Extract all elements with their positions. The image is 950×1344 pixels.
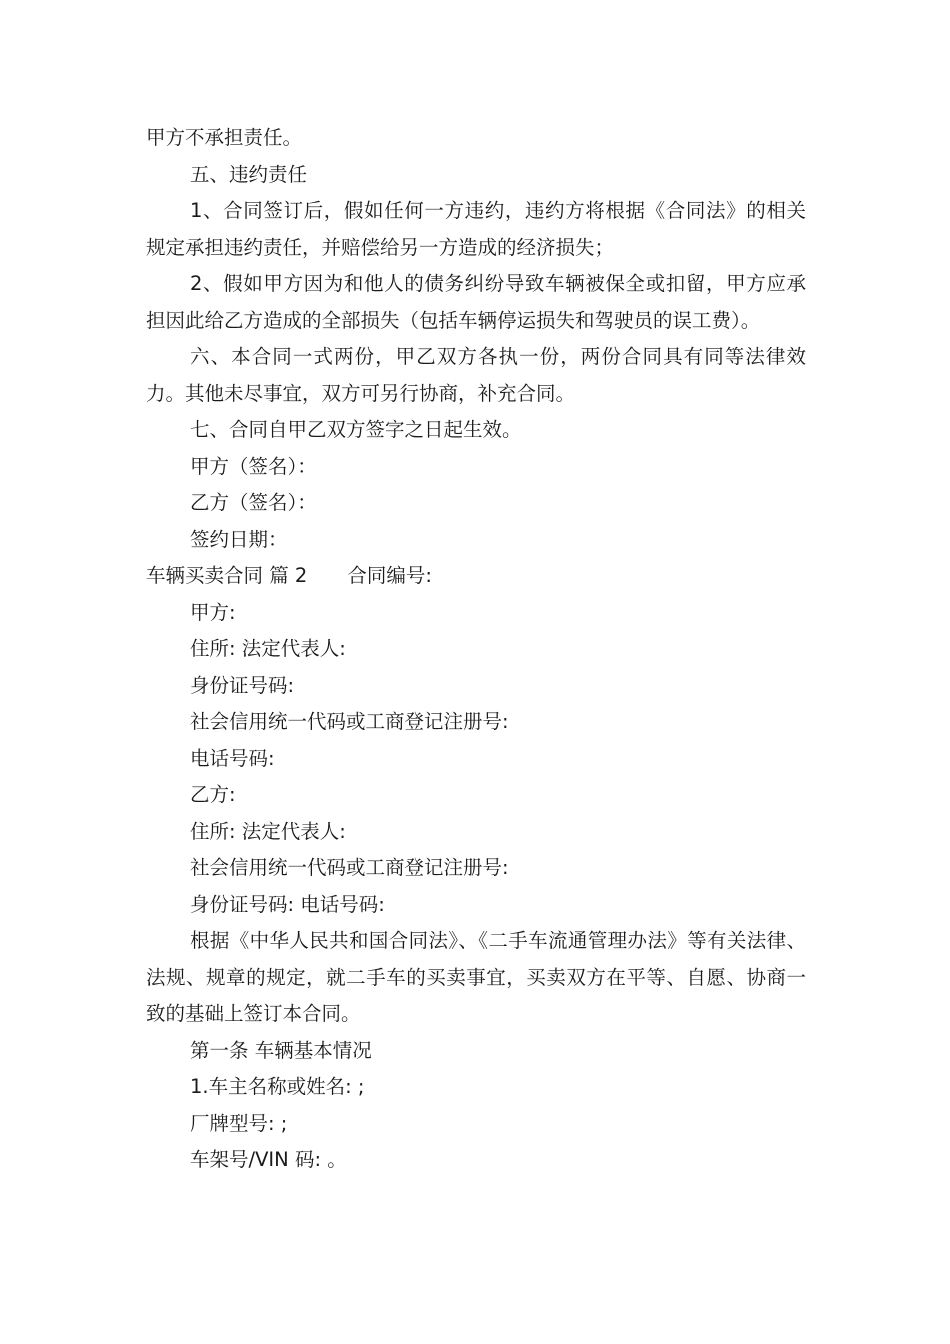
document-body xyxy=(146,120,806,1179)
paragraph: 七、合同自甲乙双方签字之日起生效。 xyxy=(190,418,522,441)
field-credit-code: 社会信用统一代码或工商登记注册号: xyxy=(190,710,509,733)
section-heading xyxy=(146,558,806,595)
field-id-number: 身份证号码: xyxy=(190,673,295,697)
contract-title: 车辆买卖合同 篇 2 xyxy=(146,564,308,587)
field-vin: 车架号/VIN 码: 。 xyxy=(190,1148,347,1171)
signature-line-party-b: 乙方（签名）： xyxy=(190,491,317,514)
section-title-breach: 五、违约责任 xyxy=(190,162,308,186)
field-brand-model: 厂牌型号: ; xyxy=(190,1111,288,1135)
paragraph: 1、合同签订后，假如任何一方违约，违约方将根据《合同法》的相关规定承担违约责任，并赔偿给另一方造成的经济损失； xyxy=(146,199,806,259)
paragraph: 六、本合同一式两份，甲乙双方各执一份，两份合同具有同等法律效力。其他未尽事宜，双方可另行协商，补充合同。 xyxy=(146,345,806,405)
signature-line-party-a: 甲方（签名）： xyxy=(190,454,317,478)
paragraph: 甲方不承担责任。 xyxy=(146,126,303,149)
field-party-a: 甲方: xyxy=(190,600,236,624)
article-heading: 第一条 车辆基本情况 xyxy=(190,1038,372,1062)
field-party-b: 乙方: xyxy=(190,783,236,806)
paragraph: 2、假如甲方因为和他人的债务纠纷导致车辆被保全或扣留，甲方应承担因此给乙方造成的全部损失（包括车辆停运损失和驾驶员的误工费）。 xyxy=(146,272,806,332)
signing-date-line: 签约日期： xyxy=(190,527,288,551)
contract-number-label: 合同编号: xyxy=(347,564,432,587)
field-credit-code: 社会信用统一代码或工商登记注册号: xyxy=(190,856,509,879)
paragraph-preamble: 根据《中华人民共和国合同法》、《二手车流通管理办法》等有关法律、法规、规章的规定，就二手车的买卖事宜，买卖双方在平等、自愿、协商一致的基础上签订本合同。 xyxy=(146,929,806,1025)
field-phone: 电话号码: xyxy=(190,746,275,770)
field-address-representative: 住所: 法定代表人: xyxy=(190,637,346,660)
field-address-representative: 住所: 法定代表人: xyxy=(190,819,346,843)
field-owner-name: 1.车主名称或姓名: ; xyxy=(190,1075,365,1098)
field-id-phone: 身份证号码: 电话号码: xyxy=(190,892,385,916)
